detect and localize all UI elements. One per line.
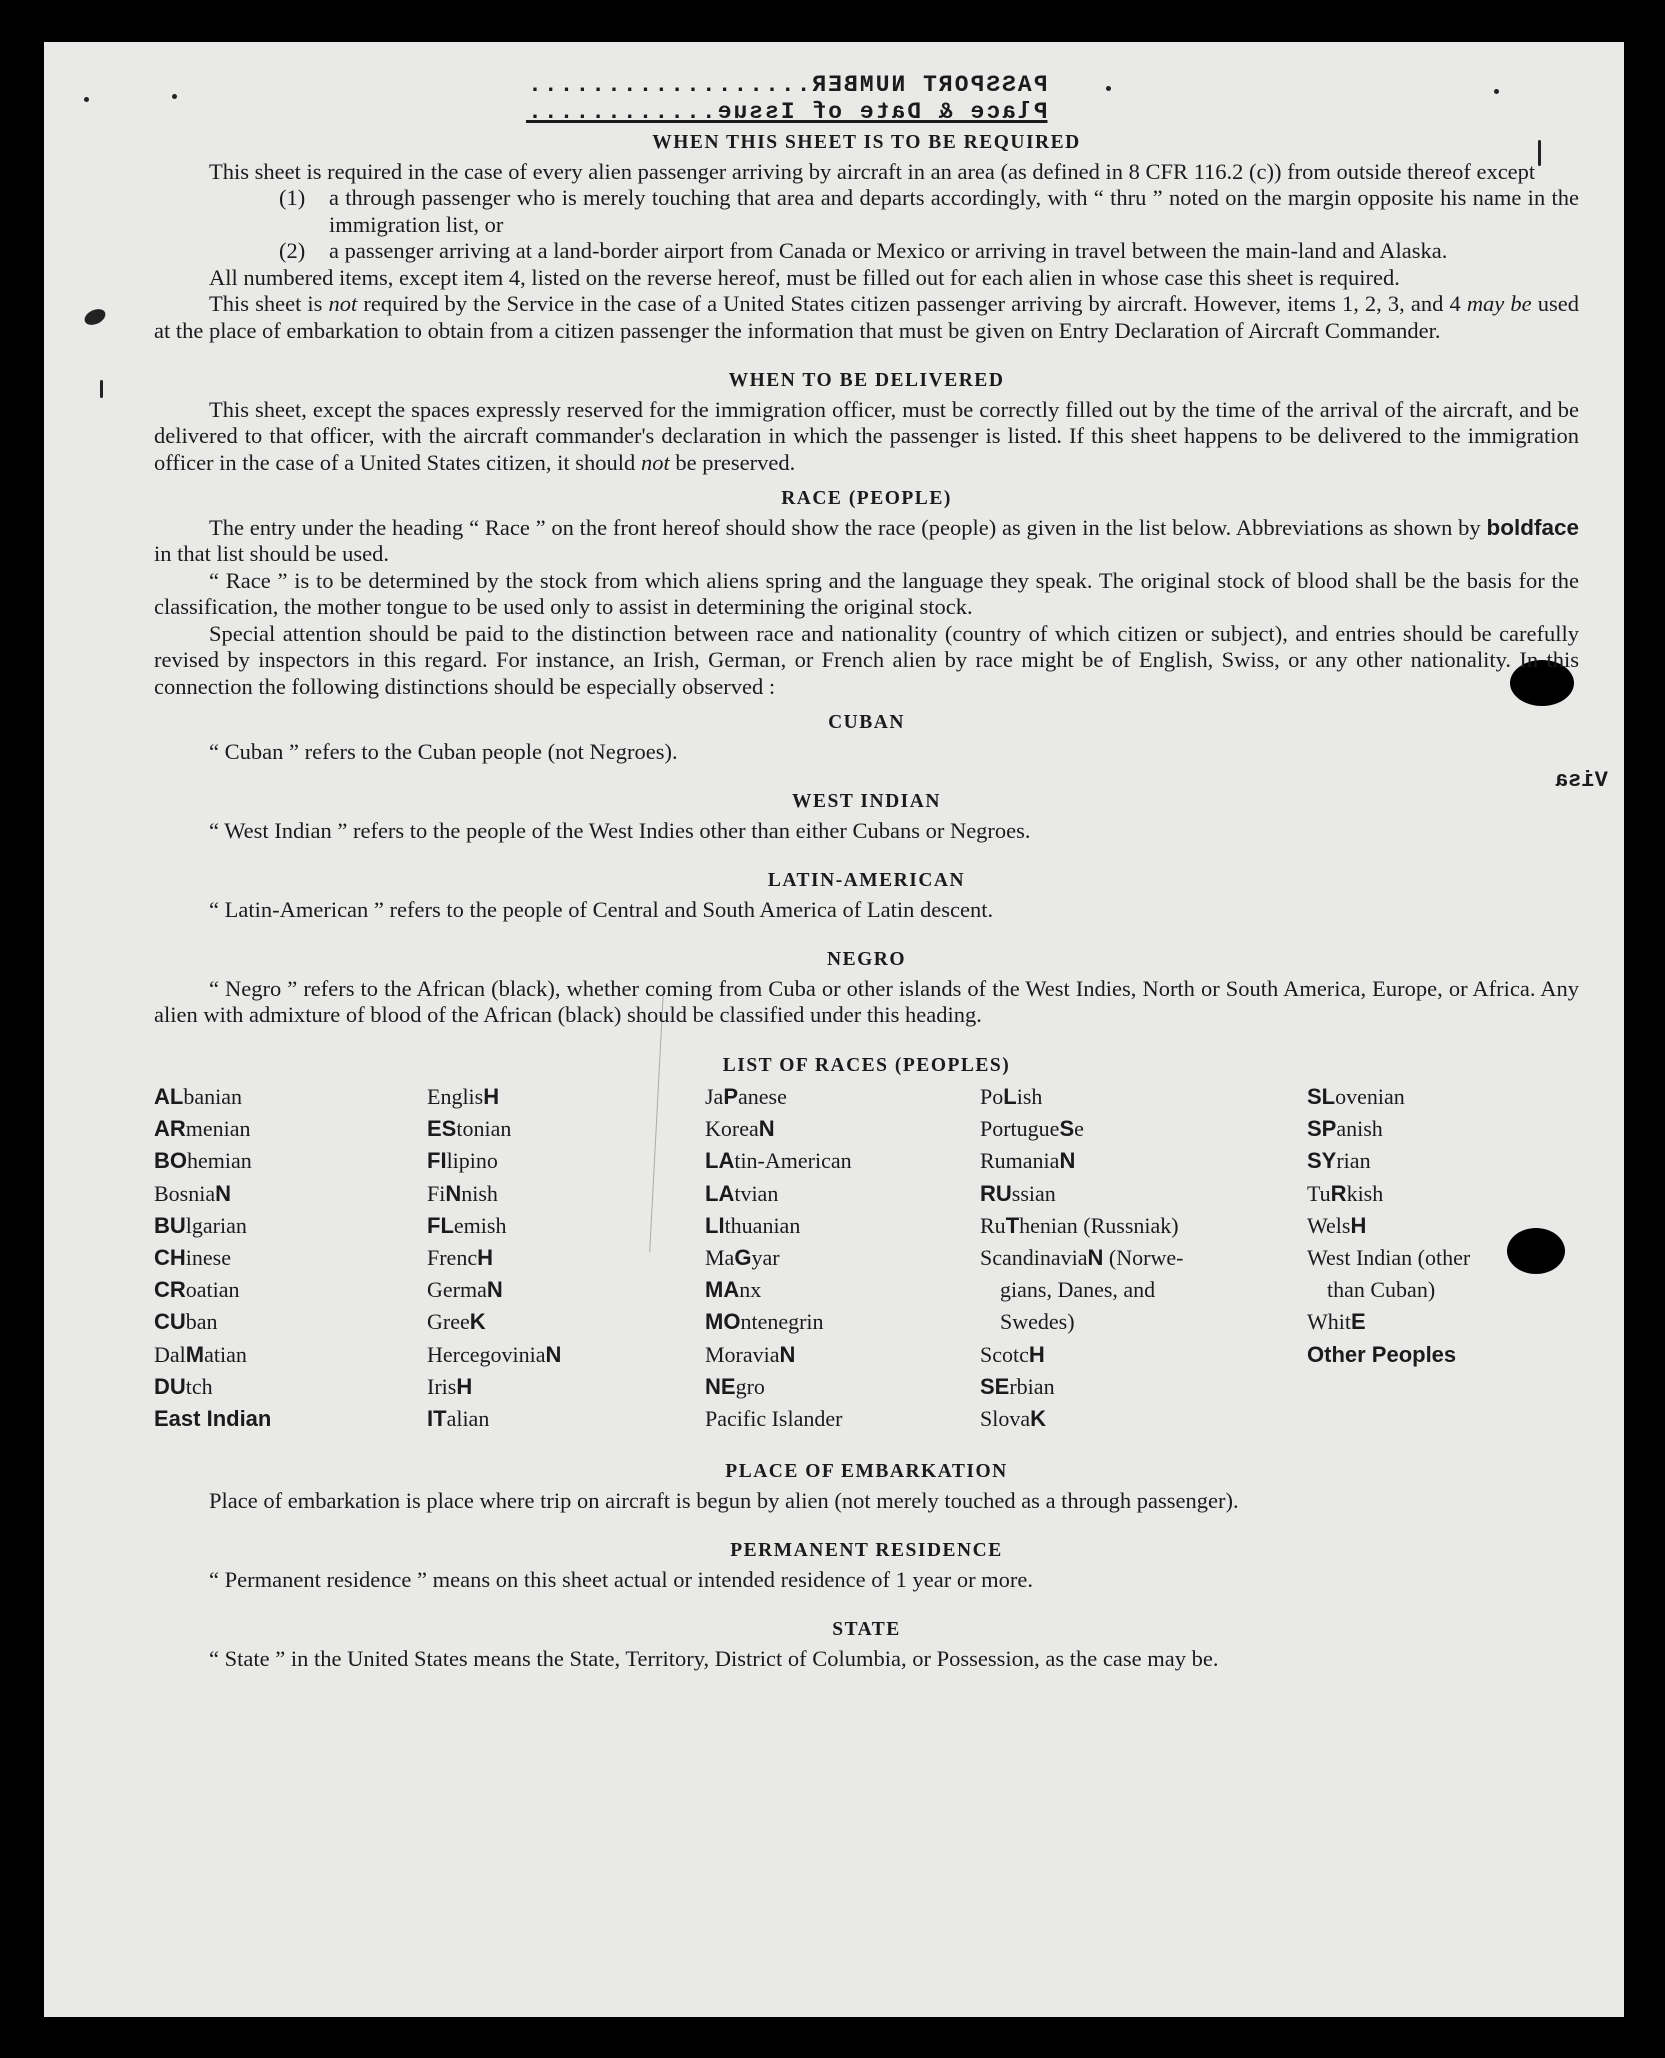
race-entry: SYrian xyxy=(1307,1148,1371,1174)
race-entry: GermaN xyxy=(427,1277,503,1303)
race-entry: MaGyar xyxy=(705,1245,780,1271)
race-entry: than Cuban) xyxy=(1327,1277,1436,1303)
paragraph-race-nationality: Special attention should be paid to the distinction between race and nationality (country of which citizen or subject), and entries should be carefully revised by inspectors in this regard. For instance, an Irish, German, or French alien by race might be of English, Swiss, or any other nationality. In this connection the following distinctions should be especially observed : xyxy=(154,620,1579,699)
race-entry: MoraviaN xyxy=(705,1341,796,1367)
paragraph-when-delivered: This sheet, except the spaces expressly reserved for the immigration officer, must be correctly filled out by the time of the arrival of the aircraft, and be delivered to that officer, with the aircraft commander's declaration in which the passenger is listed. If this sheet happens to be delivered to the immigration officer in the case of a United States citizen, it should not be preserved. xyxy=(154,396,1579,475)
heading-when-delivered: WHEN TO BE DELIVERED xyxy=(728,370,1005,391)
heading-race: RACE (PEOPLE) xyxy=(781,488,952,509)
numbered-item-2 xyxy=(279,238,1579,265)
race-entry: BOhemian xyxy=(154,1148,252,1174)
paragraph-race-entry: The entry under the heading “ Race ” on the front hereof should show the race (people) as given in the list below. Abbreviations as shown by boldface in that list should be used. xyxy=(154,514,1579,566)
paragraph-latin-american: “ Latin-American ” refers to the people of Central and South America of Latin descent. xyxy=(209,896,994,922)
race-entry: LAtin-American xyxy=(705,1148,852,1174)
heading-negro: NEGRO xyxy=(826,949,906,970)
race-entry: CRoatian xyxy=(154,1277,240,1303)
race-entry: WhitE xyxy=(1307,1309,1366,1335)
races-column xyxy=(427,1081,705,1435)
race-entry: BosniaN xyxy=(154,1180,232,1206)
race-entry: JaPanese xyxy=(705,1084,787,1109)
paragraph-west-indian: “ West Indian ” refers to the people of the West Indies other than either Cubans or Negroes. xyxy=(209,817,1031,843)
race-entry: gians, Danes, and xyxy=(1000,1277,1156,1303)
race-entry: HercegoviniaN xyxy=(427,1341,562,1367)
paragraph-embarkation: Place of embarkation is place where trip on aircraft is begun by alien (not merely touched as a through passenger). xyxy=(209,1487,1239,1513)
race-entry: GreeK xyxy=(427,1309,486,1335)
paragraph-state: “ State ” in the United States means the State, Territory, District of Columbia, or Possession, as the case may be. xyxy=(209,1645,1219,1671)
paragraph-cuban: “ Cuban ” refers to the Cuban people (not Negroes). xyxy=(209,738,678,764)
document-sheet xyxy=(44,42,1624,2017)
race-entry: WelsH xyxy=(1307,1212,1367,1238)
margin-mark: Visa xyxy=(1555,768,1608,793)
race-entry: FrencH xyxy=(427,1245,493,1271)
heading-west-indian: WEST INDIAN xyxy=(792,791,941,812)
speck xyxy=(100,380,103,398)
race-entry: PortugueSe xyxy=(980,1116,1084,1142)
race-entry: SlovaK xyxy=(980,1406,1047,1432)
race-entry: RumaniaN xyxy=(980,1148,1076,1174)
races-column xyxy=(980,1081,1307,1435)
heading-when-required: WHEN THIS SHEET IS TO BE REQUIRED xyxy=(652,132,1081,153)
race-entry: FIlipino xyxy=(427,1148,498,1174)
heading-latin-american: LATIN-AMERICAN xyxy=(767,870,966,891)
race-entry: KoreaN xyxy=(705,1116,775,1142)
race-entry: ALbanian xyxy=(154,1084,242,1109)
race-entry: TuRkish xyxy=(1307,1180,1384,1206)
races-column xyxy=(705,1081,980,1435)
race-entry: EnglisH xyxy=(427,1084,500,1109)
heading-permanent-residence: PERMANENT RESIDENCE xyxy=(730,1540,1003,1562)
races-list xyxy=(154,1081,1579,1435)
race-entry: DUtch xyxy=(154,1373,213,1399)
race-entry: ScandinaviaN (Norwe- xyxy=(980,1245,1184,1271)
races-column xyxy=(154,1081,427,1435)
heading-state: STATE xyxy=(832,1619,901,1641)
race-entry: BUlgarian xyxy=(154,1212,247,1238)
paragraph-when-required: This sheet is required in the case of every alien passenger arriving by aircraft in an area (as defined in 8 CFR 116.2 (c)) from outside thereof except xyxy=(209,158,1536,184)
race-entry: RuThenian (Russniak) xyxy=(980,1212,1179,1238)
item-text: a passenger arriving at a land-border airport from Canada or Mexico or arriving in travel between the main-land and Alaska. xyxy=(329,238,1448,263)
race-entry: PoLish xyxy=(980,1084,1043,1109)
race-entry: East Indian xyxy=(154,1406,272,1432)
race-entry: RUssian xyxy=(980,1180,1056,1206)
item-text: a through passenger who is merely touching that area and departs accordingly, with “ thru ” noted on the margin opposite his name in the immigration list, or xyxy=(329,185,1579,237)
race-entry: MOntenegrin xyxy=(705,1309,824,1335)
heading-list-of-races: LIST OF RACES (PEOPLES) xyxy=(722,1054,1011,1076)
race-entry: Other Peoples xyxy=(1307,1341,1457,1367)
numbered-item-1 xyxy=(279,185,1579,238)
race-entry: Pacific Islander xyxy=(705,1406,843,1432)
item-number: (2) xyxy=(279,238,306,263)
race-entry: ScotcH xyxy=(980,1341,1045,1367)
race-entry: Swedes) xyxy=(1000,1309,1075,1335)
paragraph-numbered-items: All numbered items, except item 4, listed on the reverse hereof, must be filled out for each alien in whose case this sheet is required. xyxy=(209,264,1400,290)
passport-stamp xyxy=(44,72,1579,126)
document-content xyxy=(154,72,1579,1672)
race-entry: CHinese xyxy=(154,1245,231,1271)
race-entry: ITalian xyxy=(427,1406,490,1432)
paragraph-citizen: This sheet is not required by the Service in the case of a United States citizen passenger arriving by aircraft. However, items 1, 2, 3, and 4 may be used at the place of embarkation to obtain from a citizen passenger the information that must be given on Entry Declaration of Aircraft Commander. xyxy=(154,291,1579,343)
ink-mark xyxy=(82,306,108,328)
paragraph-negro: “ Negro ” refers to the African (black), whether coming from Cuba or other islands of the West Indies, North or South America, Europe, or Africa. Any alien with admixture of blood of the African (black) should be classified under this heading. xyxy=(154,975,1579,1027)
heading-embarkation: PLACE OF EMBARKATION xyxy=(725,1461,1008,1483)
race-entry: DalMatian xyxy=(154,1341,247,1367)
heading-cuban: CUBAN xyxy=(828,712,905,733)
race-entry: IrisH xyxy=(427,1373,473,1399)
race-entry: SLovenian xyxy=(1307,1084,1405,1109)
race-entry: FLemish xyxy=(427,1212,507,1238)
race-entry: LAtvian xyxy=(705,1180,779,1206)
race-entry: LIthuanian xyxy=(705,1212,801,1238)
race-entry: FiNnish xyxy=(427,1180,498,1206)
race-entry: EStonian xyxy=(427,1116,512,1142)
race-entry: West Indian (other xyxy=(1307,1245,1471,1271)
race-entry: SPanish xyxy=(1307,1116,1383,1142)
race-entry: SErbian xyxy=(980,1373,1055,1399)
stamp-line-passport-number: PASSPORT NUMBER.................. xyxy=(525,72,1048,98)
item-number: (1) xyxy=(279,185,306,210)
paragraph-permanent-residence: “ Permanent residence ” means on this sheet actual or intended residence of 1 year or more. xyxy=(209,1566,1034,1592)
race-entry: MAnx xyxy=(705,1277,762,1303)
race-entry: CUban xyxy=(154,1309,218,1335)
race-entry: ARmenian xyxy=(154,1116,251,1142)
stamp-line-place-date: Place & Date of Issue............ xyxy=(525,99,1048,125)
races-column xyxy=(1307,1081,1537,1435)
race-entry: NEgro xyxy=(705,1373,765,1399)
paragraph-race-stock: “ Race ” is to be determined by the stock from which aliens spring and the language they speak. The original stock of blood shall be the basis for the classification, the mother tongue to be used only to assist in determining the original stock. xyxy=(154,567,1579,619)
